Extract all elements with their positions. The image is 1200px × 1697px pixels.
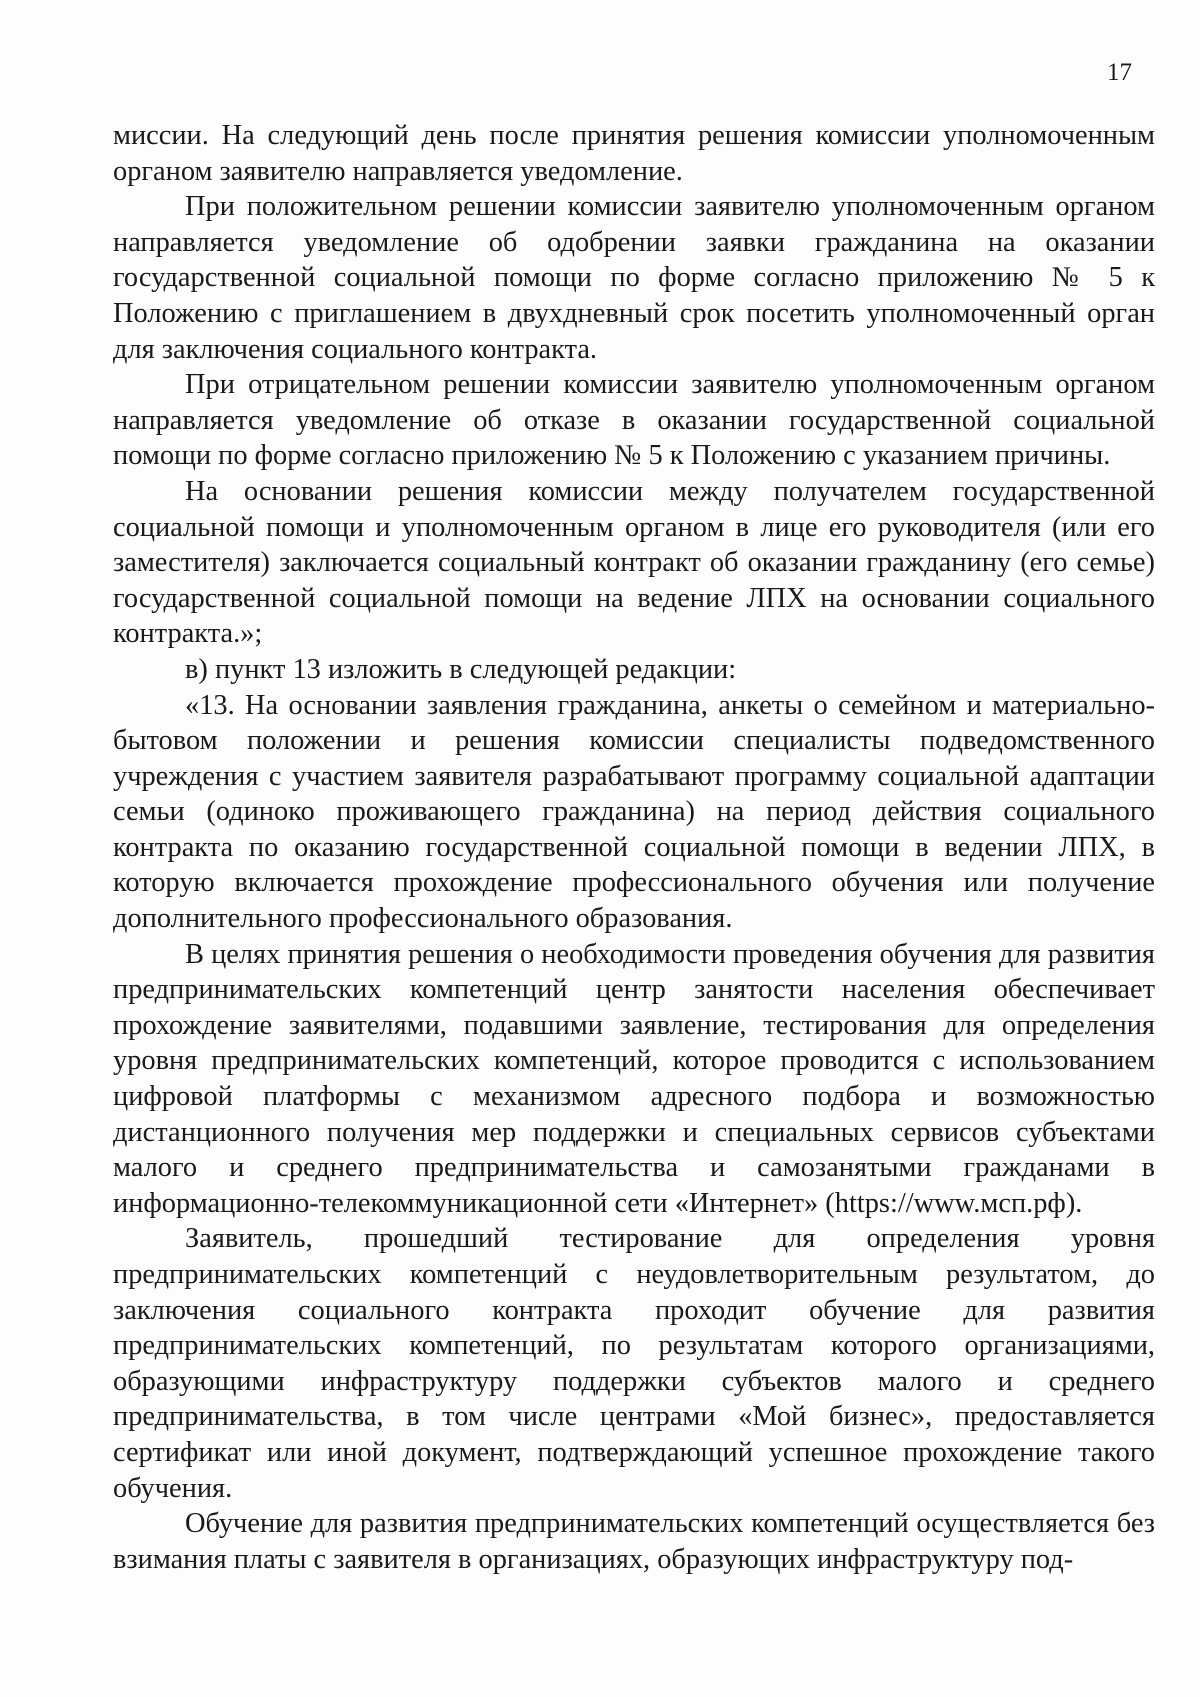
paragraph: Обучение для развития предпринимательских компетенций осуществляется без взимания платы с заявителя в организациях, образующих инфраструктуру под- <box>113 1508 1155 1575</box>
paragraph: При отрицательном решении комиссии заявителю уполномоченным органом направляется уведомление об отказе в оказании государственной социальной помощи по форме согласно приложению № 5 к Положению с указанием причины. <box>113 369 1155 472</box>
paragraph: Заявитель, прошедший тестирование для определения уровня предпринимательских компетенций с неудовлетворительным результатом, до заключения социального контракта проходит обучение для развития предпринимательских компетенций, по результатам которого организациями, образующими инфраструктуру поддержки субъектов малого и среднего предпринимательства, в том числе центрами «Мой бизнес», предоставляется сертификат или иной документ, подтверждающий успешное прохождение такого обучения. <box>113 1223 1155 1504</box>
paragraph: На основании решения комиссии между получателем государственной социальной помощи и уполномоченным органом в лице его руководителя (или его заместителя) заключается социальный контракт об оказании гражданину (его семье) государственной социальной помощи на ведение ЛПХ на основании социального контракта.»; <box>113 475 1155 650</box>
paragraph: При положительном решении комиссии заявителю уполномоченным органом направляется уведомление об одобрении заявки гражданина на оказании государственной социальной помощи по форме согласно приложению № 5 к Положению с приглашением в двухдневный срок посетить уполномоченный орган для заключения социального контракта. <box>113 191 1155 365</box>
page-number: 17 <box>1107 59 1132 86</box>
document-body <box>113 118 1155 1577</box>
paragraph: в) пункт 13 изложить в следующей редакции: <box>185 653 737 685</box>
paragraph: «13. На основании заявления гражданина, анкеты о семейном и материально-бытовом положении и решения комиссии специалисты подведомственного учреждения с участием заявителя разрабатывают программу социальной адаптации семьи (одиноко проживающего гражданина) на период действия социального контракта по оказанию государственной социальной помощи в ведении ЛПХ, в которую включается прохождение профессионального обучения или получение дополнительного профессионального образования. <box>113 689 1155 935</box>
paragraph: В целях принятия решения о необходимости проведения обучения для развития предпринимательских компетенций центр занятости населения обеспечивает прохождение заявителями, подавшими заявление, тестирования для определения уровня предпринимательских компетенций, которое проводится с использованием цифровой платформы с механизмом адресного подбора и возможностью дистанционного получения мер поддержки и специальных сервисов субъектами малого и среднего предпринимательства и самозанятыми гражданами в информационно-телекоммуникационной сети «Интернет» (https://www.мсп.рф). <box>113 938 1155 1219</box>
paragraph: миссии. На следующий день после принятия решения комиссии уполномоченным органом заявителю направляется уведомление. <box>113 120 1155 187</box>
